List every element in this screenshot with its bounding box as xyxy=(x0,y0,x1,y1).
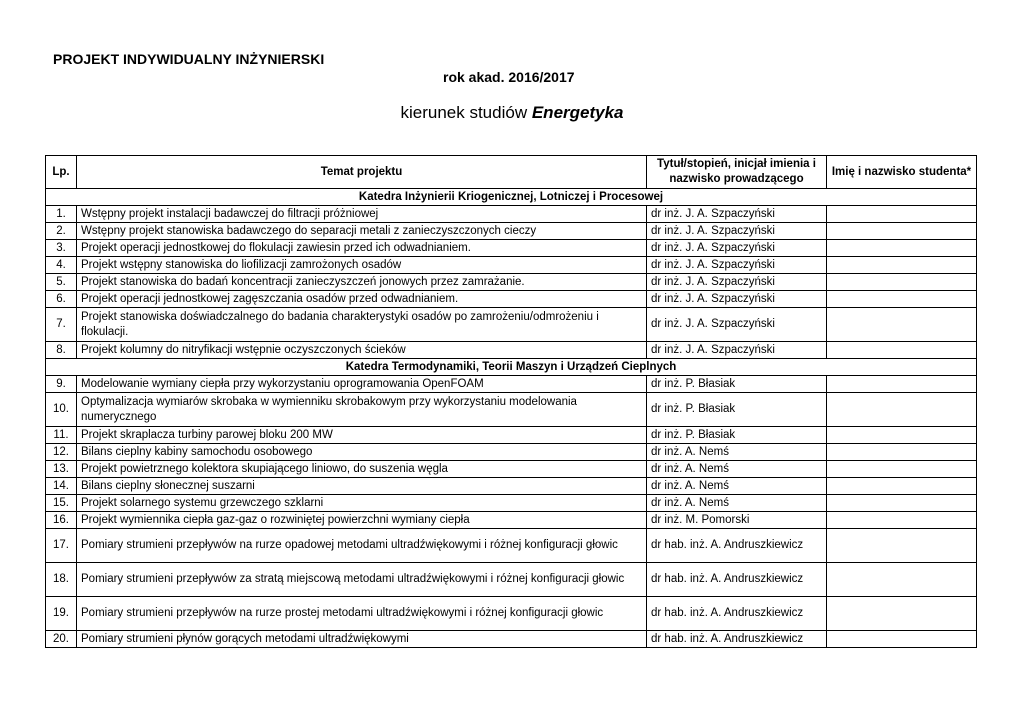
table-row xyxy=(46,240,977,257)
table-row xyxy=(46,291,977,308)
cell-student xyxy=(827,478,977,495)
cell-topic: Projekt operacji jednostkowej do flokulacji zawiesin przed ich odwadnianiem. xyxy=(77,240,647,257)
table-row xyxy=(46,376,977,393)
col-header-topic: Temat projektu xyxy=(77,156,647,189)
cell-supervisor: dr inż. M. Pomorski xyxy=(647,512,827,529)
cell-topic: Projekt operacji jednostkowej zagęszczania osadów przed odwadnianiem. xyxy=(77,291,647,308)
cell-supervisor: dr inż. A. Nemś xyxy=(647,444,827,461)
cell-topic: Projekt wymiennika ciepła gaz-gaz o rozwiniętej powierzchni wymiany ciepła xyxy=(77,512,647,529)
table-row xyxy=(46,444,977,461)
cell-lp: 1. xyxy=(46,206,77,223)
cell-topic: Projekt skraplacza turbiny parowej bloku 200 MW xyxy=(77,427,647,444)
table-row xyxy=(46,223,977,240)
cell-student xyxy=(827,631,977,648)
table-row xyxy=(46,427,977,444)
cell-student xyxy=(827,308,977,342)
document-title: PROJEKT INDYWIDUALNY INŻYNIERSKI xyxy=(53,51,325,67)
cell-student xyxy=(827,342,977,359)
cell-lp: 9. xyxy=(46,376,77,393)
field-name: Energetyka xyxy=(531,103,624,122)
cell-supervisor: dr inż. J. A. Szpaczyński xyxy=(647,274,827,291)
col-header-supervisor: Tytuł/stopień, inicjał imienia i nazwisko prowadzącego xyxy=(647,156,827,189)
cell-student xyxy=(827,495,977,512)
cell-lp: 8. xyxy=(46,342,77,359)
cell-topic: Pomiary strumieni przepływów za stratą miejscową metodami ultradźwiękowymi i różnej konfiguracji głowic xyxy=(77,563,647,597)
cell-supervisor: dr inż. A. Nemś xyxy=(647,461,827,478)
cell-lp: 14. xyxy=(46,478,77,495)
table-row xyxy=(46,478,977,495)
cell-student xyxy=(827,427,977,444)
cell-lp: 4. xyxy=(46,257,77,274)
cell-topic: Bilans cieplny kabiny samochodu osobowego xyxy=(77,444,647,461)
section-title: Katedra Inżynierii Kriogenicznej, Lotniczej i Procesowej xyxy=(46,189,977,206)
cell-supervisor: dr inż. A. Nemś xyxy=(647,495,827,512)
cell-student xyxy=(827,563,977,597)
cell-student xyxy=(827,240,977,257)
cell-student xyxy=(827,444,977,461)
col-header-student: Imię i nazwisko studenta* xyxy=(827,156,977,189)
cell-student xyxy=(827,597,977,631)
cell-lp: 13. xyxy=(46,461,77,478)
cell-student xyxy=(827,291,977,308)
section-row xyxy=(46,189,977,206)
table-row xyxy=(46,308,977,342)
table-row xyxy=(46,342,977,359)
cell-student xyxy=(827,461,977,478)
cell-topic: Modelowanie wymiany ciepła przy wykorzystaniu oprogramowania OpenFOAM xyxy=(77,376,647,393)
cell-supervisor: dr inż. J. A. Szpaczyński xyxy=(647,257,827,274)
table-row xyxy=(46,461,977,478)
cell-student xyxy=(827,257,977,274)
cell-supervisor: dr inż. J. A. Szpaczyński xyxy=(647,240,827,257)
table-row xyxy=(46,597,977,631)
cell-student xyxy=(827,393,977,427)
cell-student xyxy=(827,274,977,291)
cell-student xyxy=(827,512,977,529)
cell-supervisor: dr hab. inż. A. Andruszkiewicz xyxy=(647,597,827,631)
cell-student xyxy=(827,529,977,563)
cell-supervisor: dr hab. inż. A. Andruszkiewicz xyxy=(647,529,827,563)
cell-supervisor: dr hab. inż. A. Andruszkiewicz xyxy=(647,631,827,648)
academic-year: rok akad. 2016/2017 xyxy=(443,69,575,85)
cell-topic: Projekt solarnego systemu grzewczego szklarni xyxy=(77,495,647,512)
cell-lp: 19. xyxy=(46,597,77,631)
projects-table xyxy=(45,155,977,648)
field-prefix: kierunek studiów xyxy=(400,103,528,122)
table-row xyxy=(46,529,977,563)
cell-lp: 5. xyxy=(46,274,77,291)
table-body xyxy=(46,189,977,648)
section-row xyxy=(46,359,977,376)
cell-topic: Pomiary strumieni przepływów na rurze opadowej metodami ultradźwiękowymi i różnej konfiguracji głowic xyxy=(77,529,647,563)
cell-topic: Wstępny projekt stanowiska badawczego do separacji metali z zanieczyszczonych cieczy xyxy=(77,223,647,240)
cell-topic: Wstępny projekt instalacji badawczej do filtracji próżniowej xyxy=(77,206,647,223)
cell-supervisor: dr inż. J. A. Szpaczyński xyxy=(647,291,827,308)
cell-supervisor: dr inż. J. A. Szpaczyński xyxy=(647,308,827,342)
cell-topic: Projekt stanowiska do badań koncentracji zanieczyszczeń jonowych przez zamrażanie. xyxy=(77,274,647,291)
cell-lp: 3. xyxy=(46,240,77,257)
cell-supervisor: dr hab. inż. A. Andruszkiewicz xyxy=(647,563,827,597)
table-row xyxy=(46,257,977,274)
cell-topic: Optymalizacja wymiarów skrobaka w wymienniku skrobakowym przy wykorzystaniu modelowania numerycznego xyxy=(77,393,647,427)
cell-lp: 10. xyxy=(46,393,77,427)
cell-lp: 18. xyxy=(46,563,77,597)
cell-supervisor: dr inż. J. A. Szpaczyński xyxy=(647,206,827,223)
table-row xyxy=(46,206,977,223)
cell-topic: Projekt stanowiska doświadczalnego do badania charakterystyki osadów po zamrożeniu/odmrożeniu i flokulacji. xyxy=(77,308,647,342)
cell-topic: Pomiary strumieni przepływów na rurze prostej metodami ultradźwiękowymi i różnej konfiguracji głowic xyxy=(77,597,647,631)
cell-supervisor: dr inż. P. Błasiak xyxy=(647,376,827,393)
cell-lp: 20. xyxy=(46,631,77,648)
col-header-lp: Lp. xyxy=(46,156,77,189)
table-row xyxy=(46,631,977,648)
cell-lp: 6. xyxy=(46,291,77,308)
cell-topic: Pomiary strumieni płynów gorących metodami ultradźwiękowymi xyxy=(77,631,647,648)
cell-topic: Projekt kolumny do nitryfikacji wstępnie oczyszczonych ścieków xyxy=(77,342,647,359)
field-of-study xyxy=(0,103,1024,123)
table-row xyxy=(46,563,977,597)
cell-lp: 7. xyxy=(46,308,77,342)
cell-lp: 12. xyxy=(46,444,77,461)
cell-supervisor: dr inż. P. Błasiak xyxy=(647,393,827,427)
table-row xyxy=(46,274,977,291)
cell-lp: 11. xyxy=(46,427,77,444)
cell-supervisor: dr inż. J. A. Szpaczyński xyxy=(647,223,827,240)
cell-lp: 15. xyxy=(46,495,77,512)
cell-lp: 16. xyxy=(46,512,77,529)
cell-student xyxy=(827,223,977,240)
cell-lp: 17. xyxy=(46,529,77,563)
table-row xyxy=(46,495,977,512)
cell-lp: 2. xyxy=(46,223,77,240)
cell-student xyxy=(827,206,977,223)
table-header-row xyxy=(46,156,977,189)
cell-topic: Bilans cieplny słonecznej suszarni xyxy=(77,478,647,495)
cell-student xyxy=(827,376,977,393)
cell-supervisor: dr inż. J. A. Szpaczyński xyxy=(647,342,827,359)
cell-supervisor: dr inż. P. Błasiak xyxy=(647,427,827,444)
cell-topic: Projekt powietrznego kolektora skupiającego liniowo, do suszenia węgla xyxy=(77,461,647,478)
section-title: Katedra Termodynamiki, Teorii Maszyn i Urządzeń Cieplnych xyxy=(46,359,977,376)
table-row xyxy=(46,393,977,427)
cell-topic: Projekt wstępny stanowiska do liofilizacji zamrożonych osadów xyxy=(77,257,647,274)
cell-supervisor: dr inż. A. Nemś xyxy=(647,478,827,495)
table-row xyxy=(46,512,977,529)
